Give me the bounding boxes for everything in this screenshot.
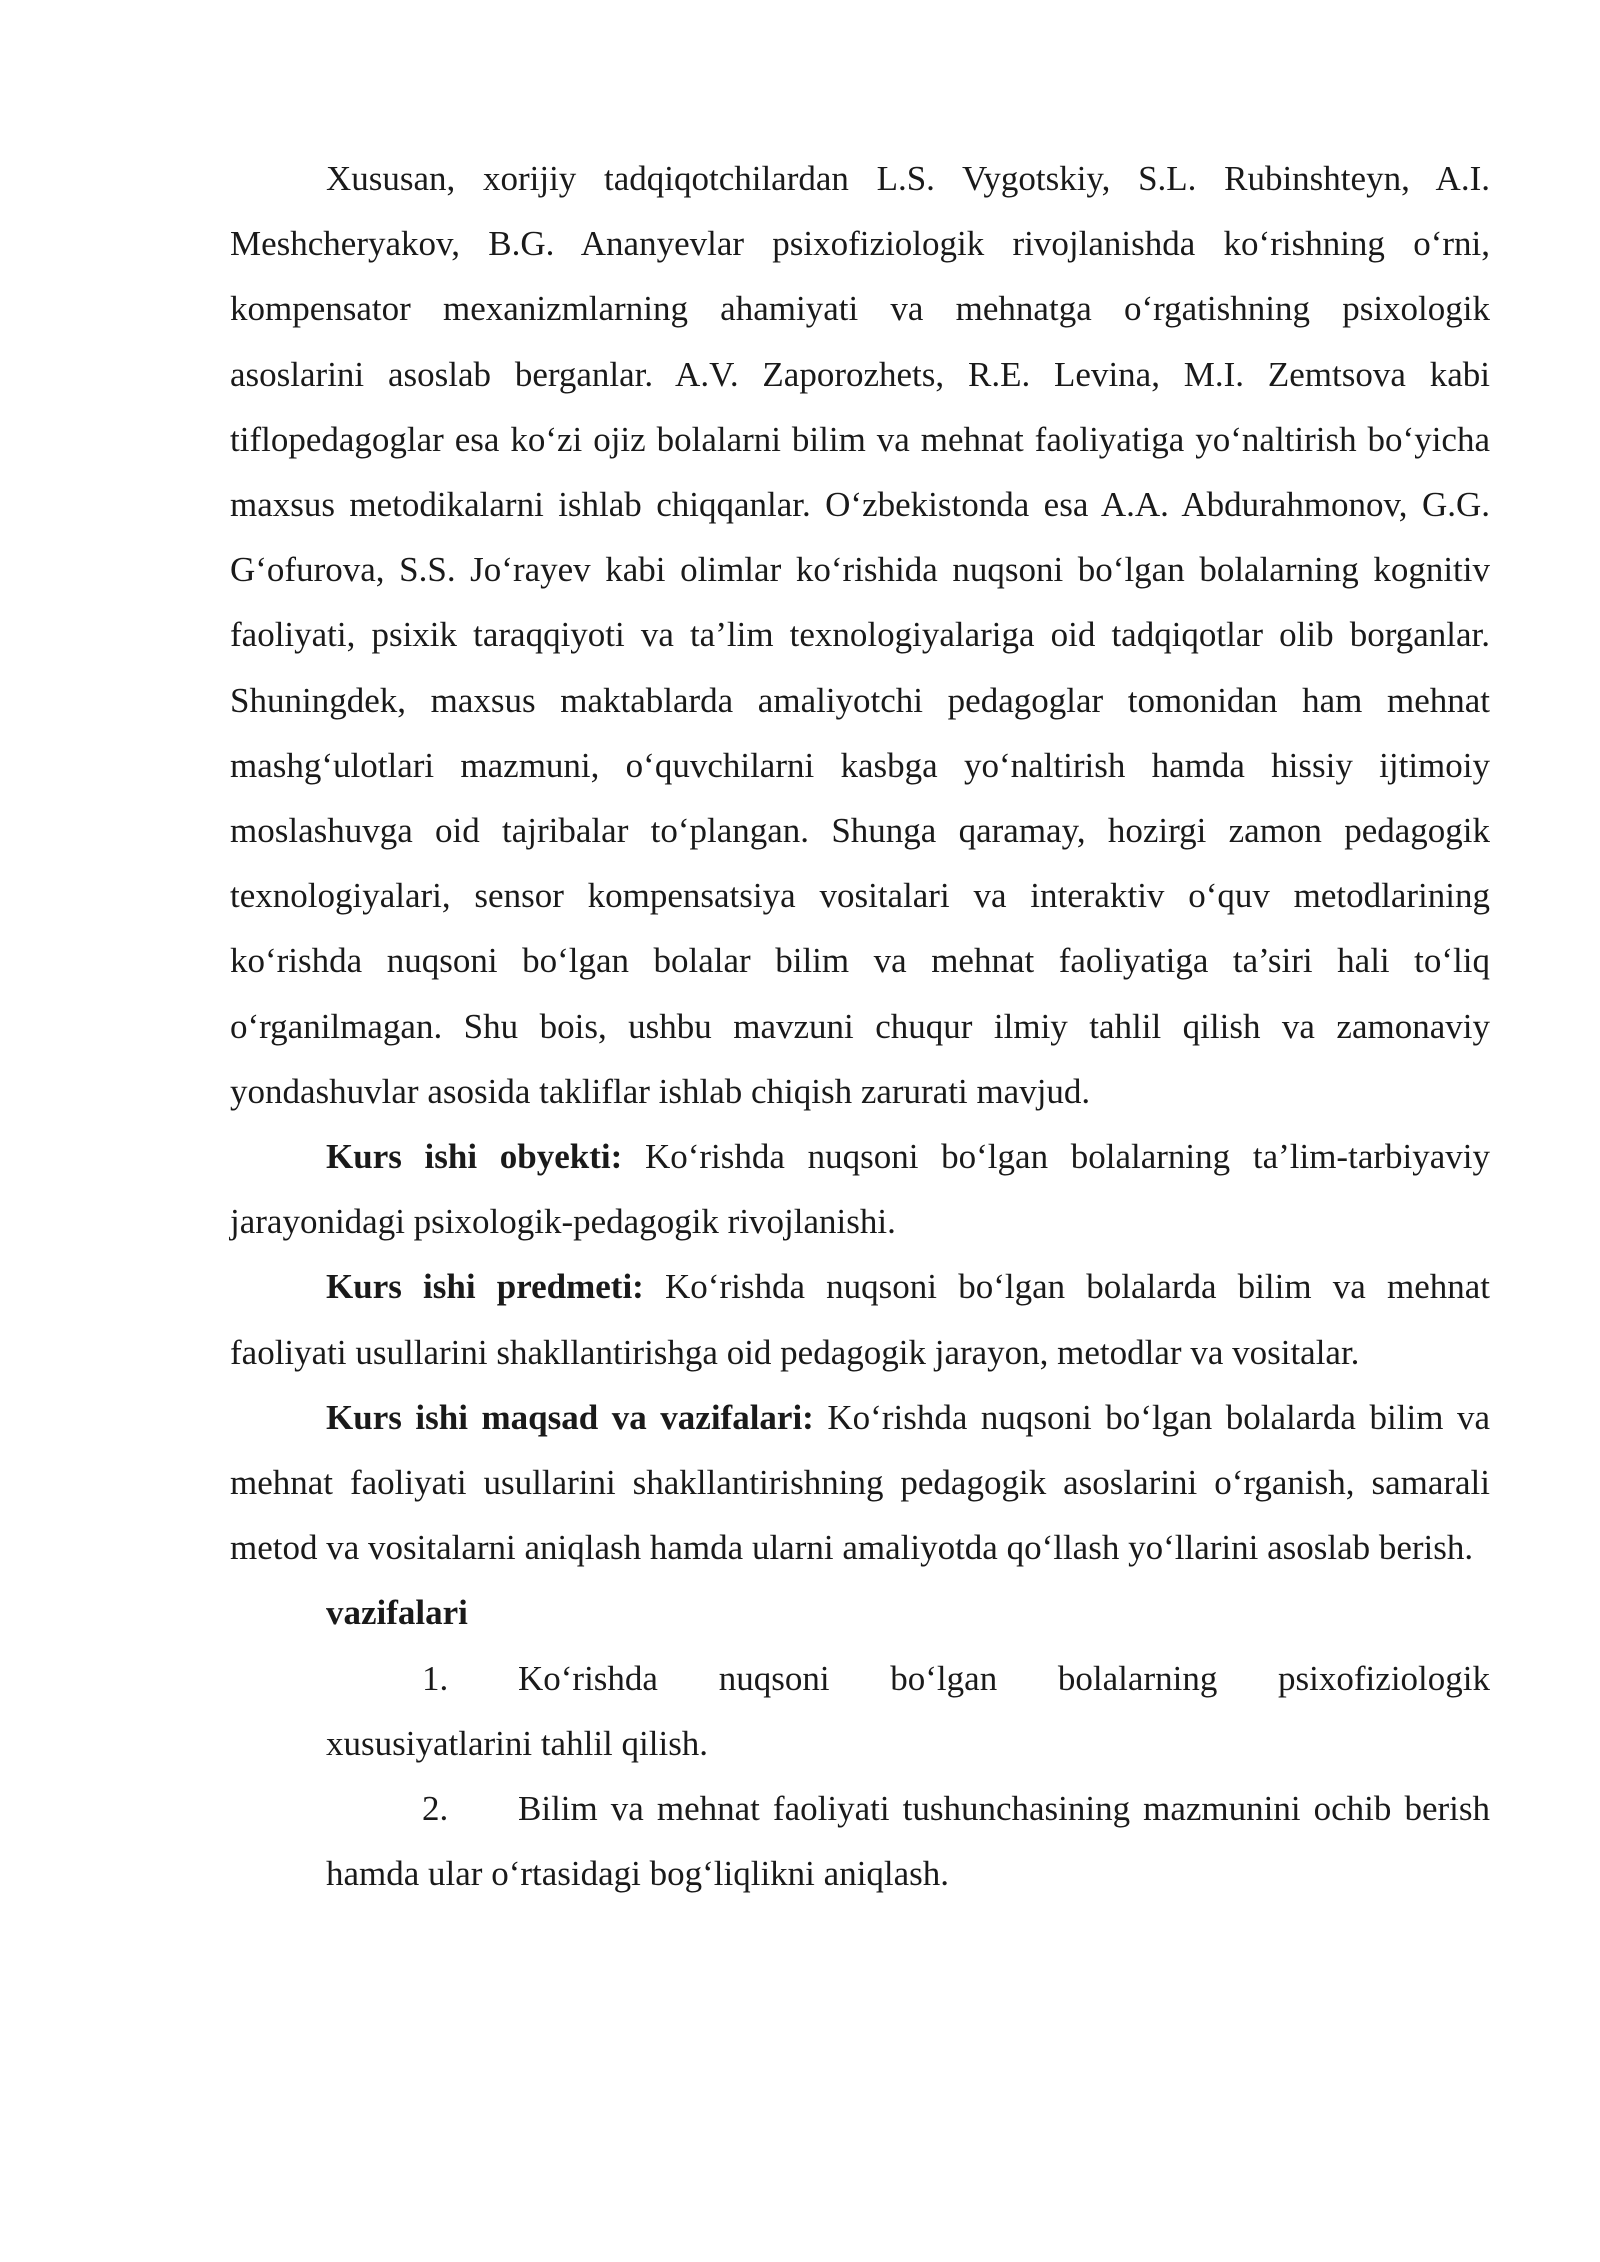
object-label: Kurs ishi obyekti: [326,1137,623,1177]
object-paragraph [230,1124,1490,1254]
task-item-2 [230,1776,1490,1906]
document-page [230,146,1490,1906]
subject-label: Kurs ishi predmeti: [326,1267,644,1307]
tasks-heading: vazifalari [326,1593,468,1633]
object-text: Ko‘rishda nuqsoni bo‘lgan bolalarning ta’lim-tarbiyaviy jarayonidagi psixologik-pedagogik rivojlanishi. [230,1137,1490,1242]
task-text: Bilim va mehnat faoliyati tushunchasining mazmunini ochib berish hamda ular o‘rtasidagi bog‘liqlikni aniqlash. [326,1789,1490,1894]
task-item-1 [230,1646,1490,1776]
task-text: Ko‘rishda nuqsoni bo‘lgan bolalarning psixofiziologik xususiyatlarini tahlil qilish. [326,1658,1490,1763]
subject-paragraph [230,1254,1490,1384]
goal-paragraph [230,1385,1490,1581]
task-number: 2. [422,1789,449,1829]
goal-text: Ko‘rishda nuqsoni bo‘lgan bolalarda bilim va mehnat faoliyati usullarini shakllantirishning pedagogik asoslarini o‘rganish, samarali metod va vositalarni aniqlash hamda ularni amaliyotda qo‘llash yo‘llarini asoslab berish. [230,1397,1490,1568]
intro-paragraph: Xususan, xorijiy tadqiqotchilardan L.S. Vygotskiy, S.L. Rubinshteyn, A.I. Meshcheryakov, B.G. Ananyevlar psixofiziologik rivojlanishda ko‘rishning o‘rni, kompensator mexanizmlarning ahamiyati va mehnatga o‘rgatishning psixologik asoslarini asoslab berganlar. A.V. Zaporozhets, R.E. Levina, M.I. Zemtsova kabi tiflopedagoglar esa ko‘zi ojiz bolalarni bilim va mehnat faoliyatiga yo‘naltirish bo‘yicha maxsus metodikalarni ishlab chiqqanlar. O‘zbekistonda esa A.A. Abdurahmonov, G.G. G‘ofurova, S.S. Jo‘rayev kabi olimlar ko‘rishida nuqsoni bo‘lgan bolalarning kognitiv faoliyati, psixik taraqqiyoti va ta’lim texnologiyalariga oid tadqiqotlar olib borganlar. Shuningdek, maxsus maktablarda amaliyotchi pedagoglar tomonidan ham mehnat mashg‘ulotlari mazmuni, o‘quvchilarni kasbga yo‘naltirish hamda hissiy ijtimoiy moslashuvga oid tajribalar to‘plangan. Shunga qaramay, hozirgi zamon pedagogik texnologiyalari, sensor kompensatsiya vositalari va interaktiv o‘quv metodlarining ko‘rishda nuqsoni bo‘lgan bolalar bilim va mehnat faoliyatiga ta’siri hali to‘liq o‘rganilmagan. Shu bois, ushbu mavzuni chuqur ilmiy tahlil qilish va zamonaviy yondashuvlar asosida takliflar ishlab chiqish zarurati mavjud. [230,159,1490,1111]
task-number: 1. [422,1658,449,1698]
subject-text: Ko‘rishda nuqsoni bo‘lgan bolalarda bilim va mehnat faoliyati usullarini shakllantirishga oid pedagogik jarayon, metodlar va vositalar. [230,1267,1490,1372]
goal-label: Kurs ishi maqsad va vazifalari: [326,1397,814,1437]
